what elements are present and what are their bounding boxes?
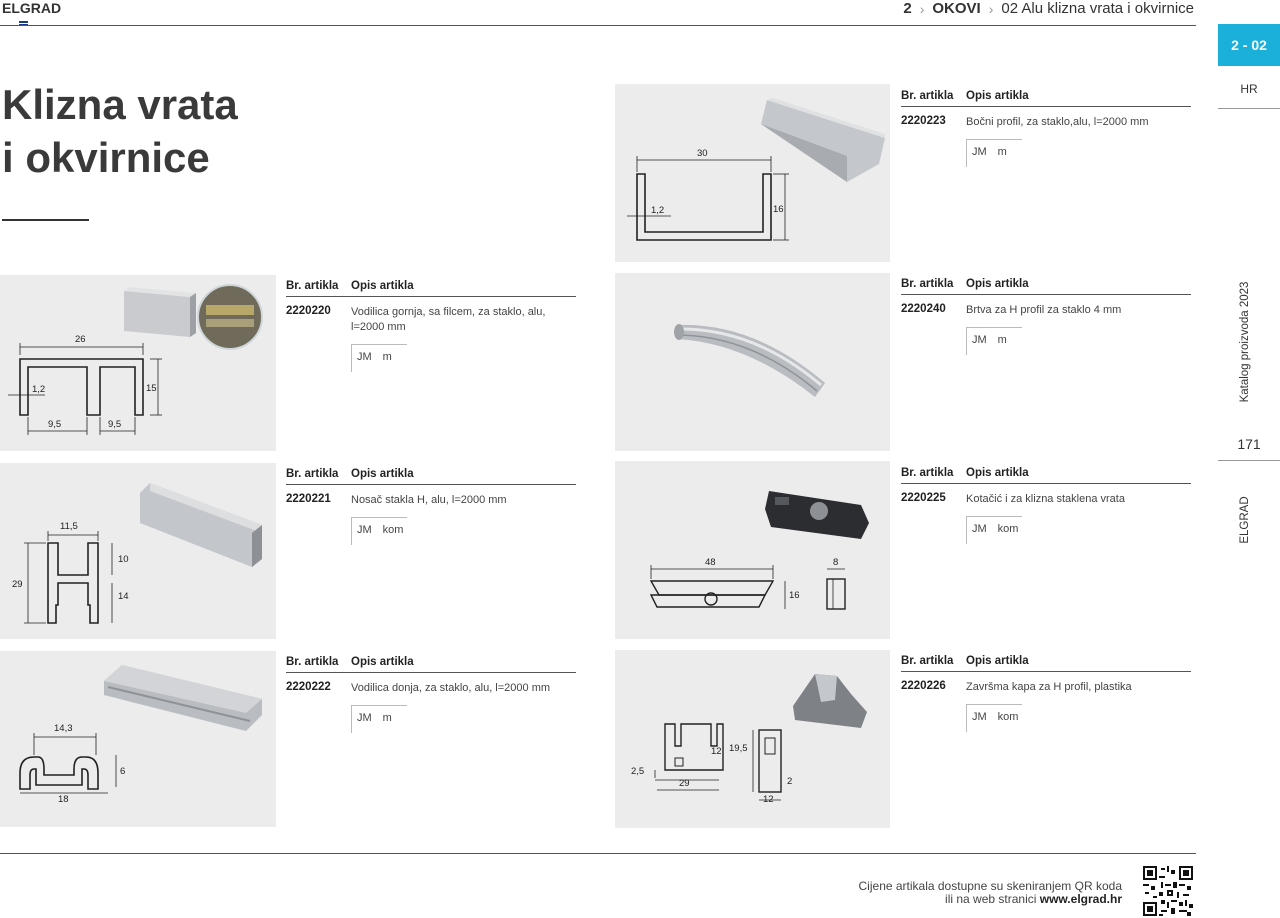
table-row bbox=[286, 681, 576, 696]
article-desc: Kotačić i za klizna staklena vrata bbox=[966, 493, 1125, 505]
website-link[interactable]: www.elgrad.hr bbox=[1039, 892, 1122, 906]
article-code: 2220221 bbox=[286, 493, 331, 505]
unit-box bbox=[351, 344, 407, 372]
product-image-2220225 bbox=[615, 461, 890, 639]
dim-label: 15 bbox=[146, 383, 157, 394]
article-desc: Vodilica donja, za staklo, alu, l=2000 mm bbox=[351, 682, 551, 694]
col-desc-header: Opis artikla bbox=[351, 468, 414, 480]
dim-label: 12 bbox=[711, 746, 722, 757]
unit-box bbox=[966, 704, 1022, 732]
unit-value: m bbox=[997, 334, 1007, 346]
dim-label: 29 bbox=[12, 579, 23, 590]
unit-box bbox=[351, 705, 407, 733]
article-code: 2220226 bbox=[901, 680, 946, 692]
product-image-2220220 bbox=[0, 275, 276, 451]
dim-label: 19,5 bbox=[729, 743, 748, 754]
unit-value: m bbox=[997, 146, 1007, 158]
footer-note bbox=[859, 880, 1122, 906]
unit-label: JM bbox=[972, 334, 987, 346]
chevron-right-icon: › bbox=[919, 0, 925, 17]
col-desc-header: Opis artikla bbox=[351, 280, 414, 292]
brand-logo: ELGRAD bbox=[2, 0, 62, 16]
spec-header bbox=[286, 468, 576, 485]
dim-label: 16 bbox=[789, 590, 800, 601]
article-code: 2220240 bbox=[901, 303, 946, 315]
product-image-2220226 bbox=[615, 650, 890, 828]
product-image-2220223 bbox=[615, 84, 890, 262]
col-code-header: Br. artikla bbox=[901, 467, 954, 479]
unit-label: JM bbox=[972, 523, 987, 535]
table-row bbox=[901, 680, 1191, 695]
col-desc-header: Opis artikla bbox=[351, 656, 414, 668]
col-code-header: Br. artikla bbox=[901, 655, 954, 667]
article-code: 2220225 bbox=[901, 492, 946, 504]
product-spec-2220222 bbox=[286, 656, 576, 733]
article-code: 2220220 bbox=[286, 305, 331, 317]
sidebar-divider bbox=[1218, 460, 1280, 461]
unit-value: m bbox=[382, 351, 392, 363]
qr-code-icon[interactable] bbox=[1143, 866, 1193, 916]
brand-flag-mark bbox=[19, 21, 28, 23]
unit-value: kom bbox=[997, 523, 1019, 535]
dim-label: 8 bbox=[833, 557, 839, 568]
sidebar-brand: ELGRAD bbox=[1239, 496, 1251, 544]
breadcrumb-sub-num: 02 bbox=[1001, 0, 1019, 17]
table-row bbox=[286, 305, 576, 335]
product-image-2220221 bbox=[0, 463, 276, 639]
dim-label: 16 bbox=[773, 204, 784, 215]
header-divider bbox=[0, 25, 1196, 26]
spec-header bbox=[901, 278, 1191, 295]
breadcrumb-chapter[interactable]: 2 bbox=[903, 0, 912, 17]
col-code-header: Br. artikla bbox=[286, 280, 339, 292]
col-code-header: Br. artikla bbox=[286, 656, 339, 668]
footer-divider bbox=[0, 853, 1196, 854]
dim-label: 29 bbox=[679, 778, 690, 789]
article-desc: Završma kapa za H profil, plastika bbox=[966, 681, 1132, 693]
dim-label: 11,5 bbox=[60, 521, 78, 532]
unit-value: kom bbox=[997, 711, 1019, 723]
dim-label: 26 bbox=[75, 334, 86, 345]
col-desc-header: Opis artikla bbox=[966, 467, 1029, 479]
col-desc-header: Opis artikla bbox=[966, 90, 1029, 102]
table-row bbox=[901, 115, 1191, 130]
article-desc: Bočni profil, za staklo,alu, l=2000 mm bbox=[966, 116, 1149, 128]
table-row bbox=[901, 492, 1191, 507]
sidebar-divider bbox=[1218, 108, 1280, 109]
dim-label: 48 bbox=[705, 557, 716, 568]
unit-box bbox=[351, 517, 407, 545]
product-image-2220222 bbox=[0, 651, 276, 827]
catalog-label: Katalog proizvoda 2023 bbox=[1239, 281, 1251, 403]
spec-header bbox=[901, 90, 1191, 107]
chevron-right-icon: › bbox=[988, 0, 994, 17]
footer-line-1: Cijene artikala dostupne su skeniranjem QR koda bbox=[858, 879, 1122, 893]
unit-box bbox=[966, 139, 1022, 167]
product-image-2220240 bbox=[615, 273, 890, 451]
unit-label: JM bbox=[357, 524, 372, 536]
dim-label: 14 bbox=[118, 591, 129, 602]
page-title bbox=[2, 78, 238, 184]
product-spec-2220240 bbox=[901, 278, 1191, 355]
dim-label: 14,3 bbox=[54, 723, 73, 734]
section-tab[interactable]: 2 - 02 bbox=[1218, 24, 1280, 66]
article-desc: Brtva za H profil za staklo 4 mm bbox=[966, 304, 1122, 316]
dim-label: 30 bbox=[697, 148, 708, 159]
product-spec-2220223 bbox=[901, 90, 1191, 167]
article-code: 2220223 bbox=[901, 115, 946, 127]
table-row bbox=[286, 493, 576, 508]
breadcrumb-sub bbox=[1001, 0, 1194, 17]
article-code: 2220222 bbox=[286, 681, 331, 693]
dim-label: 9,5 bbox=[48, 419, 62, 430]
breadcrumb-section[interactable]: OKOVI bbox=[932, 0, 981, 17]
breadcrumb-sub-title: Alu klizna vrata i okvirnice bbox=[1021, 0, 1194, 17]
dim-label: 2,5 bbox=[631, 766, 645, 777]
spec-header bbox=[286, 280, 576, 297]
unit-label: JM bbox=[972, 146, 987, 158]
language-label: HR bbox=[1240, 82, 1258, 96]
spec-header bbox=[901, 467, 1191, 484]
unit-label: JM bbox=[972, 711, 987, 723]
spec-header bbox=[286, 656, 576, 673]
unit-box bbox=[966, 327, 1022, 355]
footer-line-2-prefix: ili na web stranici bbox=[945, 892, 1040, 906]
unit-label: JM bbox=[357, 351, 372, 363]
product-spec-2220221 bbox=[286, 468, 576, 545]
page-title-line-1: Klizna vrata bbox=[2, 81, 238, 128]
table-row bbox=[901, 303, 1191, 318]
col-desc-header: Opis artikla bbox=[966, 278, 1029, 290]
dim-label: 6 bbox=[120, 766, 126, 777]
page-title-line-2: i okvirnice bbox=[2, 134, 210, 181]
dim-label: 12 bbox=[763, 794, 774, 805]
product-spec-2220220 bbox=[286, 280, 576, 372]
product-spec-2220225 bbox=[901, 467, 1191, 544]
spec-header bbox=[901, 655, 1191, 672]
product-spec-2220226 bbox=[901, 655, 1191, 732]
article-desc: Vodilica gornja, sa filcem, za staklo, alu, l=2000 mm bbox=[351, 306, 546, 333]
col-desc-header: Opis artikla bbox=[966, 655, 1029, 667]
unit-label: JM bbox=[357, 712, 372, 724]
footer-line-2 bbox=[859, 893, 1122, 906]
breadcrumb bbox=[903, 0, 1194, 17]
unit-value: m bbox=[382, 712, 392, 724]
dim-label: 9,5 bbox=[108, 419, 122, 430]
col-code-header: Br. artikla bbox=[901, 278, 954, 290]
title-underline bbox=[2, 219, 89, 221]
dim-label: 2 bbox=[787, 776, 793, 787]
unit-box bbox=[966, 516, 1022, 544]
unit-value: kom bbox=[382, 524, 404, 536]
dim-label: 1,2 bbox=[32, 384, 46, 395]
dim-label: 1,2 bbox=[651, 205, 665, 216]
dim-label: 18 bbox=[58, 794, 69, 805]
page-number: 171 bbox=[1237, 436, 1261, 452]
col-code-header: Br. artikla bbox=[286, 468, 339, 480]
dim-label: 10 bbox=[118, 554, 129, 565]
article-desc: Nosač stakla H, alu, l=2000 mm bbox=[351, 494, 507, 506]
col-code-header: Br. artikla bbox=[901, 90, 954, 102]
